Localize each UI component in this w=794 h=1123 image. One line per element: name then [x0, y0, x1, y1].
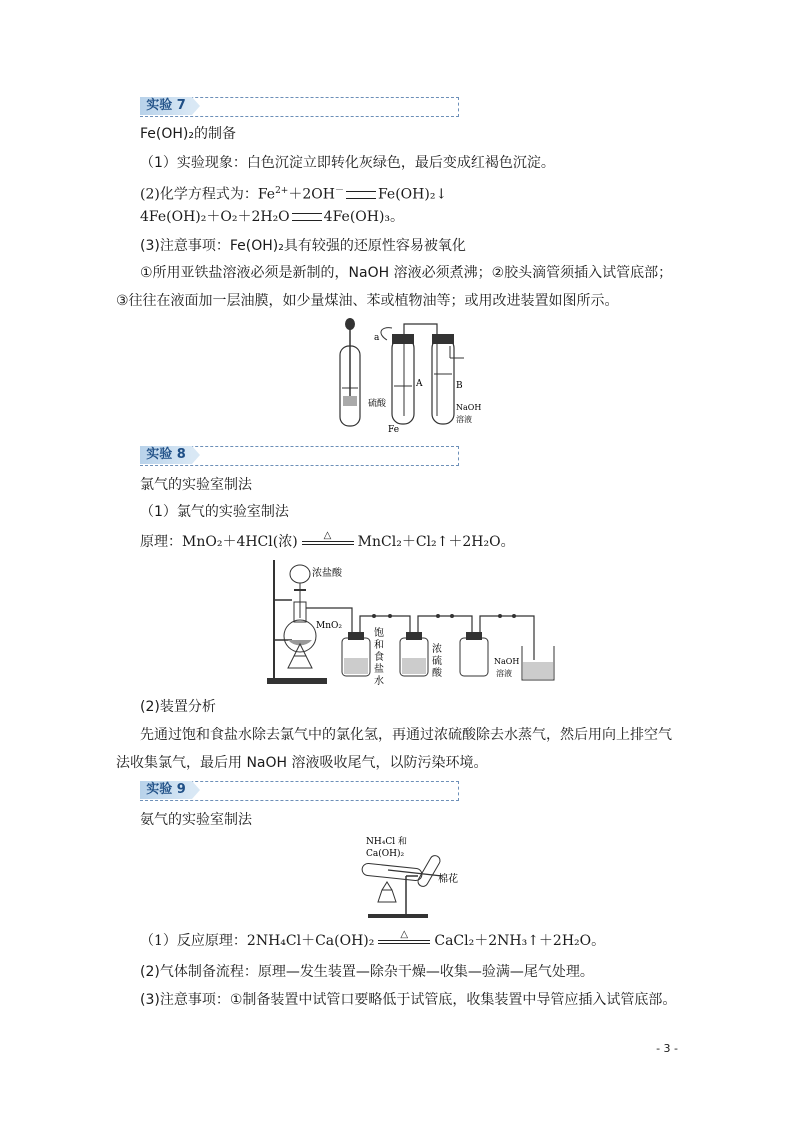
- section-tag-exp9: 实验 9: [140, 781, 192, 799]
- acid-char: 浓: [432, 644, 442, 655]
- eq-sup: －: [334, 186, 344, 196]
- label-B: B: [456, 381, 463, 391]
- label-reagent2: Ca(OH)₂: [366, 849, 405, 859]
- ammonia-apparatus-figure: [358, 836, 468, 920]
- label-solution: 溶液: [456, 415, 472, 424]
- exp7-line4: (3)注意事项：Fe(OH)₂具有较强的还原性容易被氧化: [140, 238, 466, 254]
- equals-sign: [292, 213, 322, 221]
- label-naoh: NaOH: [456, 403, 482, 412]
- acid-char: 硫: [432, 656, 442, 667]
- delta-symbol: △: [400, 929, 409, 940]
- exp7-paragraph: ①所用亚铁盐溶液必须是新制的，NaOH 溶液必须煮沸；②胶头滴管须插入试管底部；③往往在液面加一层油膜，如少量煤油、苯或植物油等；或用改进装置如图所示。: [116, 265, 673, 309]
- label-conc-h2so4: [432, 642, 443, 679]
- label-solution: 溶液: [496, 669, 512, 678]
- eq-part: (2)化学方程式为：Fe: [140, 186, 276, 203]
- eq-part: 4Fe(OH)₃。: [323, 209, 405, 225]
- brine-char: 水: [374, 676, 384, 687]
- label-A: A: [416, 379, 423, 389]
- section-tag-exp7: 实验 7: [140, 97, 192, 115]
- label-fe: Fe: [388, 425, 400, 434]
- heat-arrow: [302, 530, 354, 550]
- brine-char: 和: [374, 640, 384, 651]
- eq-part: MnCl₂＋Cl₂↑＋2H₂O。: [357, 534, 515, 550]
- exp7-title: Fe(OH)₂的制备: [140, 126, 236, 142]
- label-a: a: [374, 333, 380, 343]
- eq-part: ＋2OH: [288, 186, 335, 203]
- heat-arrow: [378, 929, 430, 949]
- exp8-paragraph: 先通过饱和食盐水除去氯气中的氯化氢，再通过浓硫酸除去水蒸气，然后用向上排空气法收集氯气，最后用 NaOH 溶液吸收尾气，以防污染环境。: [116, 727, 672, 771]
- exp8-title: 氯气的实验室制法: [140, 477, 252, 493]
- page-number: - 3 -: [656, 1042, 678, 1055]
- exp8-line2: [140, 532, 515, 552]
- label-acid: 硫酸: [368, 399, 387, 409]
- eq-part: CaCl₂＋2NH₃↑＋2H₂O。: [434, 933, 606, 949]
- label-cotton: 棉花: [438, 874, 458, 885]
- label-reagent1: NH₄Cl 和: [366, 837, 407, 847]
- exp7-line1: （1）实验现象：白色沉淀立即转化灰绿色，最后变成红褐色沉淀。: [140, 155, 555, 171]
- delta-symbol: △: [323, 530, 332, 541]
- exp9-line1: [140, 931, 605, 951]
- chlorine-apparatus-figure: [262, 560, 562, 690]
- acid-char: 酸: [432, 668, 442, 679]
- brine-char: 饱: [374, 628, 384, 639]
- exp8-line3: (2)装置分析: [140, 699, 216, 715]
- eq-part: （1）反应原理：2NH₄Cl＋Ca(OH)₂: [140, 933, 375, 949]
- eq-part: Fe(OH)₂↓: [377, 186, 448, 203]
- exp8-line1: （1）氯气的实验室制法: [140, 504, 289, 520]
- label-naoh: NaOH: [494, 657, 520, 666]
- fe-oh2-apparatus-figure: [332, 316, 492, 434]
- brine-char: 食: [374, 652, 384, 663]
- exp9-line3: (3)注意事项：①制备装置中试管口要略低于试管底，收集装置中导管应插入试管底部。: [140, 992, 677, 1008]
- brine-char: 盐: [374, 664, 384, 675]
- eq-sup: 2+: [275, 186, 289, 196]
- equals-sign: [346, 191, 376, 199]
- exp9-title: 氨气的实验室制法: [140, 812, 252, 828]
- exp9-line2: (2)气体制备流程：原理—发生装置—除杂干燥—收集—验满—尾气处理。: [140, 964, 594, 980]
- label-brine: [374, 626, 384, 687]
- exp7-line3: [140, 207, 404, 227]
- label-conc-hcl: 浓盐酸: [312, 568, 342, 579]
- eq-part: 4Fe(OH)₂＋O₂＋2H₂O: [140, 209, 290, 225]
- label-mno2: MnO₂: [316, 621, 342, 631]
- exp7-line2: [140, 181, 447, 205]
- section-tag-exp8: 实验 8: [140, 446, 192, 464]
- eq-part: 原理：MnO₂＋4HCl(浓): [140, 534, 298, 550]
